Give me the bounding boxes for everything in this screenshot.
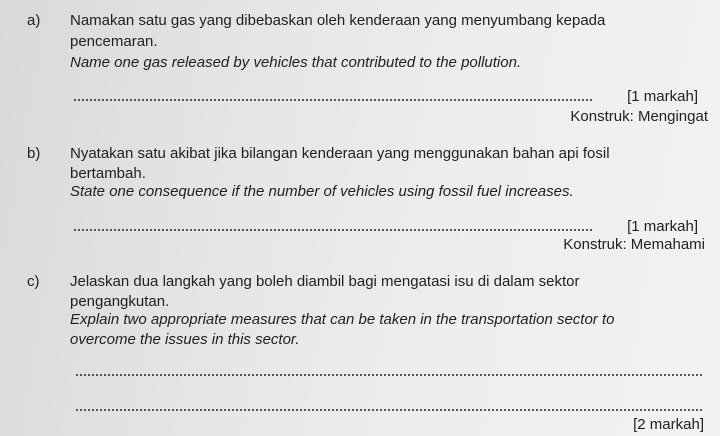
question-b-malay-line-1: Nyatakan satu akibat jika bilangan kenderaan yang menggunakan bahan api fosil xyxy=(70,145,610,162)
question-c-malay-line-2: pengangkutan. xyxy=(70,293,170,310)
question-b-malay-line-2: bertambah. xyxy=(70,165,146,182)
question-b-label: b) xyxy=(27,145,41,162)
question-a-marks: [1 markah] xyxy=(627,88,698,105)
question-c-malay-line-1: Jelaskan dua langkah yang boleh diambil bagi mengatasi isu di dalam sektor xyxy=(70,273,580,290)
question-c-answer-line-1[interactable] xyxy=(76,374,702,376)
question-a-malay-line-2: pencemaran. xyxy=(70,33,158,50)
question-a-answer-line[interactable] xyxy=(74,99,592,101)
question-b-answer-line[interactable] xyxy=(74,229,592,231)
question-b-english-line-1: State one consequence if the number of vehicles using fossil fuel increases. xyxy=(70,183,574,200)
question-c-marks: [2 markah] xyxy=(633,416,704,433)
question-c-answer-line-2[interactable] xyxy=(76,409,702,411)
question-c-english-line-2: overcome the issues in this sector. xyxy=(70,331,300,348)
question-a-english-line-1: Name one gas released by vehicles that contributed to the pollution. xyxy=(70,54,522,71)
question-a-construct: Konstruk: Mengingat xyxy=(570,108,708,125)
question-b-marks: [1 markah] xyxy=(627,218,698,235)
question-a-malay-line-1: Namakan satu gas yang dibebaskan oleh kenderaan yang menyumbang kepada xyxy=(70,12,606,29)
question-c-label: c) xyxy=(27,273,40,290)
question-b-construct: Konstruk: Memahami xyxy=(563,236,705,253)
question-c-english-line-1: Explain two appropriate measures that can be taken in the transportation sector to xyxy=(70,311,615,328)
question-a-label: a) xyxy=(27,12,41,29)
